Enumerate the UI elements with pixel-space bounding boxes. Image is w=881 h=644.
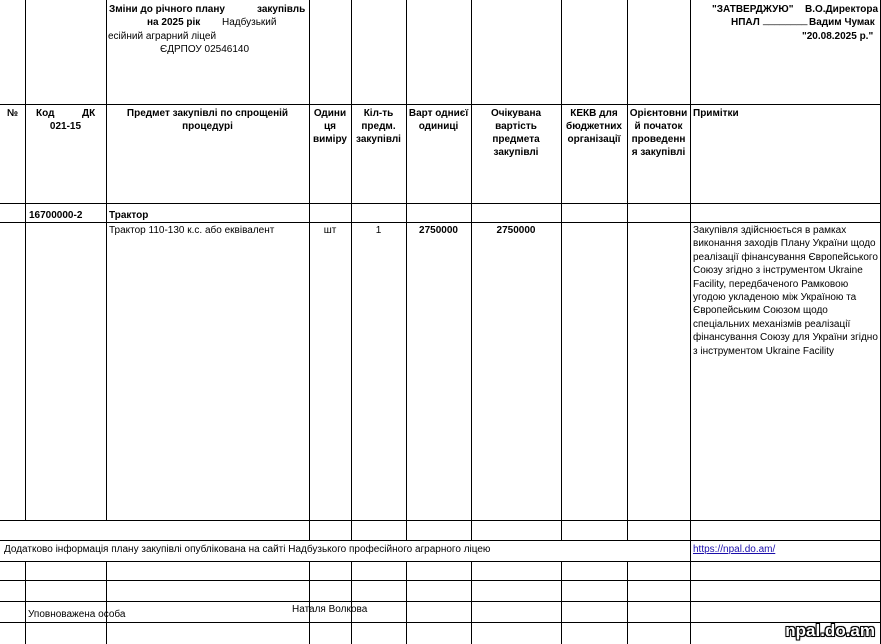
plan-title-line2-right: Надбузький [222, 17, 277, 28]
grid-line [406, 561, 407, 644]
col-header-start-d: я закупівлі [631, 147, 686, 158]
col-header-qty-c: закупівлі [356, 134, 401, 145]
col-header-start-a: Орієнтовни [629, 108, 688, 119]
grid-line [0, 601, 881, 602]
col-header-kekv-a: КЕКВ для [570, 108, 618, 119]
approver-name: Вадим Чумак [809, 17, 875, 28]
item-unit-price: 2750000 [419, 225, 458, 236]
plan-title-line1-right: закупівль [257, 4, 306, 15]
grid-line [0, 580, 881, 581]
approver-org: НПАЛ [731, 17, 760, 28]
approver-position: В.О.Директора [805, 4, 879, 15]
grid-line [561, 0, 562, 541]
grid-line [0, 203, 881, 204]
grid-line [406, 0, 407, 541]
item-unit: шт [323, 225, 337, 236]
col-header-expected-b: вартість [495, 121, 537, 132]
grid-line [627, 0, 628, 541]
footer-info: Додатково інформація плану закупівлі опублікована на сайті Надбузького професійного аграрного ліцею [4, 544, 491, 555]
grid-line [0, 540, 881, 541]
col-header-price-a: Варт одниєї [408, 108, 469, 119]
col-header-expected-c: предмета [492, 134, 540, 145]
col-header-unit-c: виміру [312, 134, 347, 145]
col-header-unit-b: ця [324, 121, 336, 132]
item-notes: Закупівля здійснюється в рамках виконання заходів Плану України щодо реалізації фінансування Європейського Союзу згідно з інструментом Ukraine Facility, передбаченого Рамковою угодою укладеною між Україною та Європейським Союзом щодо спеціальних механізмів реалізації фінансування Союзу для України згідно з інструментом Ukraine Facility [693, 225, 878, 357]
col-header-subject-a: Предмет закупівлі по спрощеній [126, 108, 289, 119]
approval-date: "20.08.2025 р." [802, 31, 874, 42]
plan-org-name: есійний аграрний ліцей [108, 31, 217, 42]
grid-line [351, 0, 352, 541]
grid-line [0, 104, 881, 105]
approve-label: "ЗАТВЕРДЖУЮ" [712, 4, 794, 15]
col-header-code-b: ДК [82, 108, 96, 119]
grid-line [471, 561, 472, 644]
col-header-expected-d: закупівлі [493, 147, 539, 158]
grid-line [627, 561, 628, 644]
col-header-qty-a: Кіл-ть [363, 108, 394, 119]
item-subject: Трактор 110-130 к.с. або еквівалент [109, 225, 275, 236]
grid-line [0, 622, 881, 623]
grid-line [25, 0, 26, 520]
col-header-notes: Примітки [693, 108, 739, 119]
col-header-num: № [6, 108, 19, 119]
col-header-kekv-c: організації [567, 134, 621, 145]
col-header-kekv-b: бюджетних [566, 121, 622, 132]
grid-line [0, 520, 881, 521]
col-header-subject-b: процедурі [182, 121, 233, 132]
group-code: 16700000-2 [29, 210, 83, 221]
grid-line [106, 0, 107, 520]
col-header-code-a: Код [36, 108, 55, 119]
col-header-start-c: проведенн [631, 134, 686, 145]
grid-line [25, 561, 26, 644]
grid-line [106, 561, 107, 644]
plan-title-line2: на 2025 рік [147, 17, 201, 28]
group-title: Трактор [109, 210, 149, 221]
authorized-person-name: Наталя Волкова [292, 604, 368, 615]
grid-line [309, 0, 310, 541]
item-expected-cost: 2750000 [496, 225, 536, 236]
col-header-qty-b: предм. [361, 121, 396, 132]
item-qty: 1 [375, 225, 382, 236]
authorized-person-label: Уповноважена особа [28, 609, 126, 620]
col-header-price-b: одиниці [418, 121, 459, 132]
grid-line [561, 561, 562, 644]
watermark: npal.do.am [785, 621, 875, 640]
signature-line: ________ [763, 15, 808, 26]
grid-line [0, 222, 881, 223]
col-header-code-c: 021-15 [49, 121, 82, 132]
col-header-expected-a: Очікувана [490, 108, 542, 119]
grid-line [0, 561, 881, 562]
col-header-start-b: й початок [634, 121, 683, 132]
plan-title-line1: Зміни до річного плану [109, 4, 225, 15]
col-header-unit-a: Одини [313, 108, 347, 119]
site-link[interactable]: https://npal.do.am/ [693, 544, 776, 555]
edrpou: ЄДРПОУ 02546140 [160, 44, 249, 55]
grid-line [690, 0, 691, 644]
grid-line [471, 0, 472, 541]
